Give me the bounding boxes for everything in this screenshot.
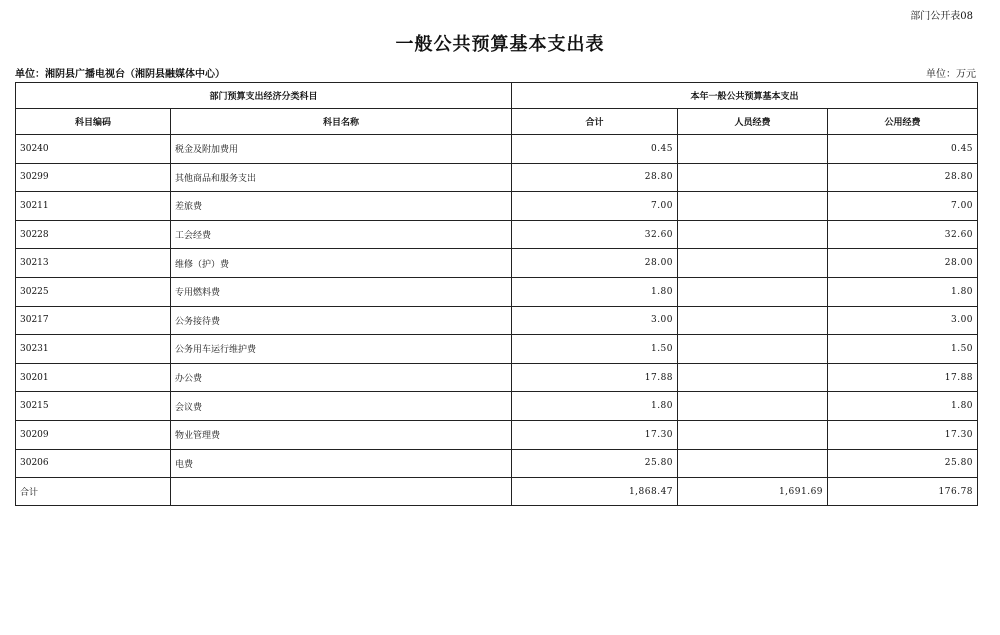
cell-total: 17.88 xyxy=(512,363,678,392)
header-name: 科目名称 xyxy=(171,109,512,135)
header-basic-expenditure: 本年一般公共预算基本支出 xyxy=(512,83,978,109)
header-personnel: 人员经费 xyxy=(678,109,828,135)
header-group-row xyxy=(16,83,978,109)
cell-total: 32.60 xyxy=(512,220,678,249)
cell-code: 30201 xyxy=(16,363,171,392)
table-row xyxy=(16,392,978,421)
cell-public: 3.00 xyxy=(828,306,978,335)
cell-public: 1.80 xyxy=(828,392,978,421)
cell-personnel xyxy=(678,163,828,192)
cell-name: 专用燃料费 xyxy=(171,277,512,306)
table-row xyxy=(16,249,978,278)
cell-total: 17.30 xyxy=(512,420,678,449)
total-row xyxy=(16,478,978,506)
cell-name: 会议费 xyxy=(171,392,512,421)
cell-name: 物业管理费 xyxy=(171,420,512,449)
cell-public: 17.30 xyxy=(828,420,978,449)
cell-public: 28.80 xyxy=(828,163,978,192)
cell-name: 税金及附加费用 xyxy=(171,135,512,164)
total-personnel: 1,691.69 xyxy=(678,478,828,506)
cell-public: 7.00 xyxy=(828,192,978,221)
cell-code: 30213 xyxy=(16,249,171,278)
cell-personnel xyxy=(678,335,828,364)
cell-total: 25.80 xyxy=(512,449,678,478)
budget-table xyxy=(15,82,978,506)
cell-total: 0.45 xyxy=(512,135,678,164)
table-body xyxy=(16,135,978,478)
cell-code: 30209 xyxy=(16,420,171,449)
table-row xyxy=(16,163,978,192)
table-row xyxy=(16,335,978,364)
cell-public: 32.60 xyxy=(828,220,978,249)
cell-total: 1.80 xyxy=(512,392,678,421)
total-public: 176.78 xyxy=(828,478,978,506)
table-row xyxy=(16,449,978,478)
cell-total: 1.50 xyxy=(512,335,678,364)
table-row xyxy=(16,192,978,221)
table-row xyxy=(16,306,978,335)
cell-total: 1.80 xyxy=(512,277,678,306)
cell-code: 30231 xyxy=(16,335,171,364)
cell-public: 1.80 xyxy=(828,277,978,306)
table-row xyxy=(16,220,978,249)
total-sum: 1,868.47 xyxy=(512,478,678,506)
cell-public: 1.50 xyxy=(828,335,978,364)
header-column-row xyxy=(16,109,978,135)
cell-personnel xyxy=(678,363,828,392)
total-name-cell xyxy=(171,478,512,506)
table-row xyxy=(16,277,978,306)
cell-code: 30240 xyxy=(16,135,171,164)
cell-personnel xyxy=(678,449,828,478)
total-label: 合计 xyxy=(16,478,171,506)
cell-personnel xyxy=(678,306,828,335)
cell-code: 30217 xyxy=(16,306,171,335)
unit-currency: 单位：万元 xyxy=(926,69,976,80)
cell-public: 0.45 xyxy=(828,135,978,164)
cell-personnel xyxy=(678,192,828,221)
cell-personnel xyxy=(678,420,828,449)
cell-total: 3.00 xyxy=(512,306,678,335)
cell-personnel xyxy=(678,135,828,164)
table-row xyxy=(16,363,978,392)
cell-name: 办公费 xyxy=(171,363,512,392)
cell-personnel xyxy=(678,277,828,306)
header-public: 公用经费 xyxy=(828,109,978,135)
cell-total: 7.00 xyxy=(512,192,678,221)
table-row xyxy=(16,135,978,164)
cell-code: 30211 xyxy=(16,192,171,221)
cell-personnel xyxy=(678,392,828,421)
cell-name: 公务用车运行维护费 xyxy=(171,335,512,364)
cell-code: 30225 xyxy=(16,277,171,306)
header-total: 合计 xyxy=(512,109,678,135)
cell-code: 30299 xyxy=(16,163,171,192)
cell-code: 30206 xyxy=(16,449,171,478)
cell-public: 28.00 xyxy=(828,249,978,278)
form-number: 部门公开表08 xyxy=(910,11,973,22)
header-code: 科目编码 xyxy=(16,109,171,135)
header-economic-classification: 部门预算支出经济分类科目 xyxy=(16,83,512,109)
cell-public: 25.80 xyxy=(828,449,978,478)
cell-code: 30215 xyxy=(16,392,171,421)
cell-name: 维修（护）费 xyxy=(171,249,512,278)
cell-name: 工会经费 xyxy=(171,220,512,249)
table-row xyxy=(16,420,978,449)
cell-name: 公务接待费 xyxy=(171,306,512,335)
cell-name: 电费 xyxy=(171,449,512,478)
unit-organization: 单位：湘阴县广播电视台（湘阴县融媒体中心） xyxy=(15,69,225,80)
cell-name: 差旅费 xyxy=(171,192,512,221)
page-title: 一般公共预算基本支出表 xyxy=(395,34,605,55)
cell-public: 17.88 xyxy=(828,363,978,392)
cell-total: 28.00 xyxy=(512,249,678,278)
cell-name: 其他商品和服务支出 xyxy=(171,163,512,192)
cell-total: 28.80 xyxy=(512,163,678,192)
cell-code: 30228 xyxy=(16,220,171,249)
cell-personnel xyxy=(678,220,828,249)
cell-personnel xyxy=(678,249,828,278)
